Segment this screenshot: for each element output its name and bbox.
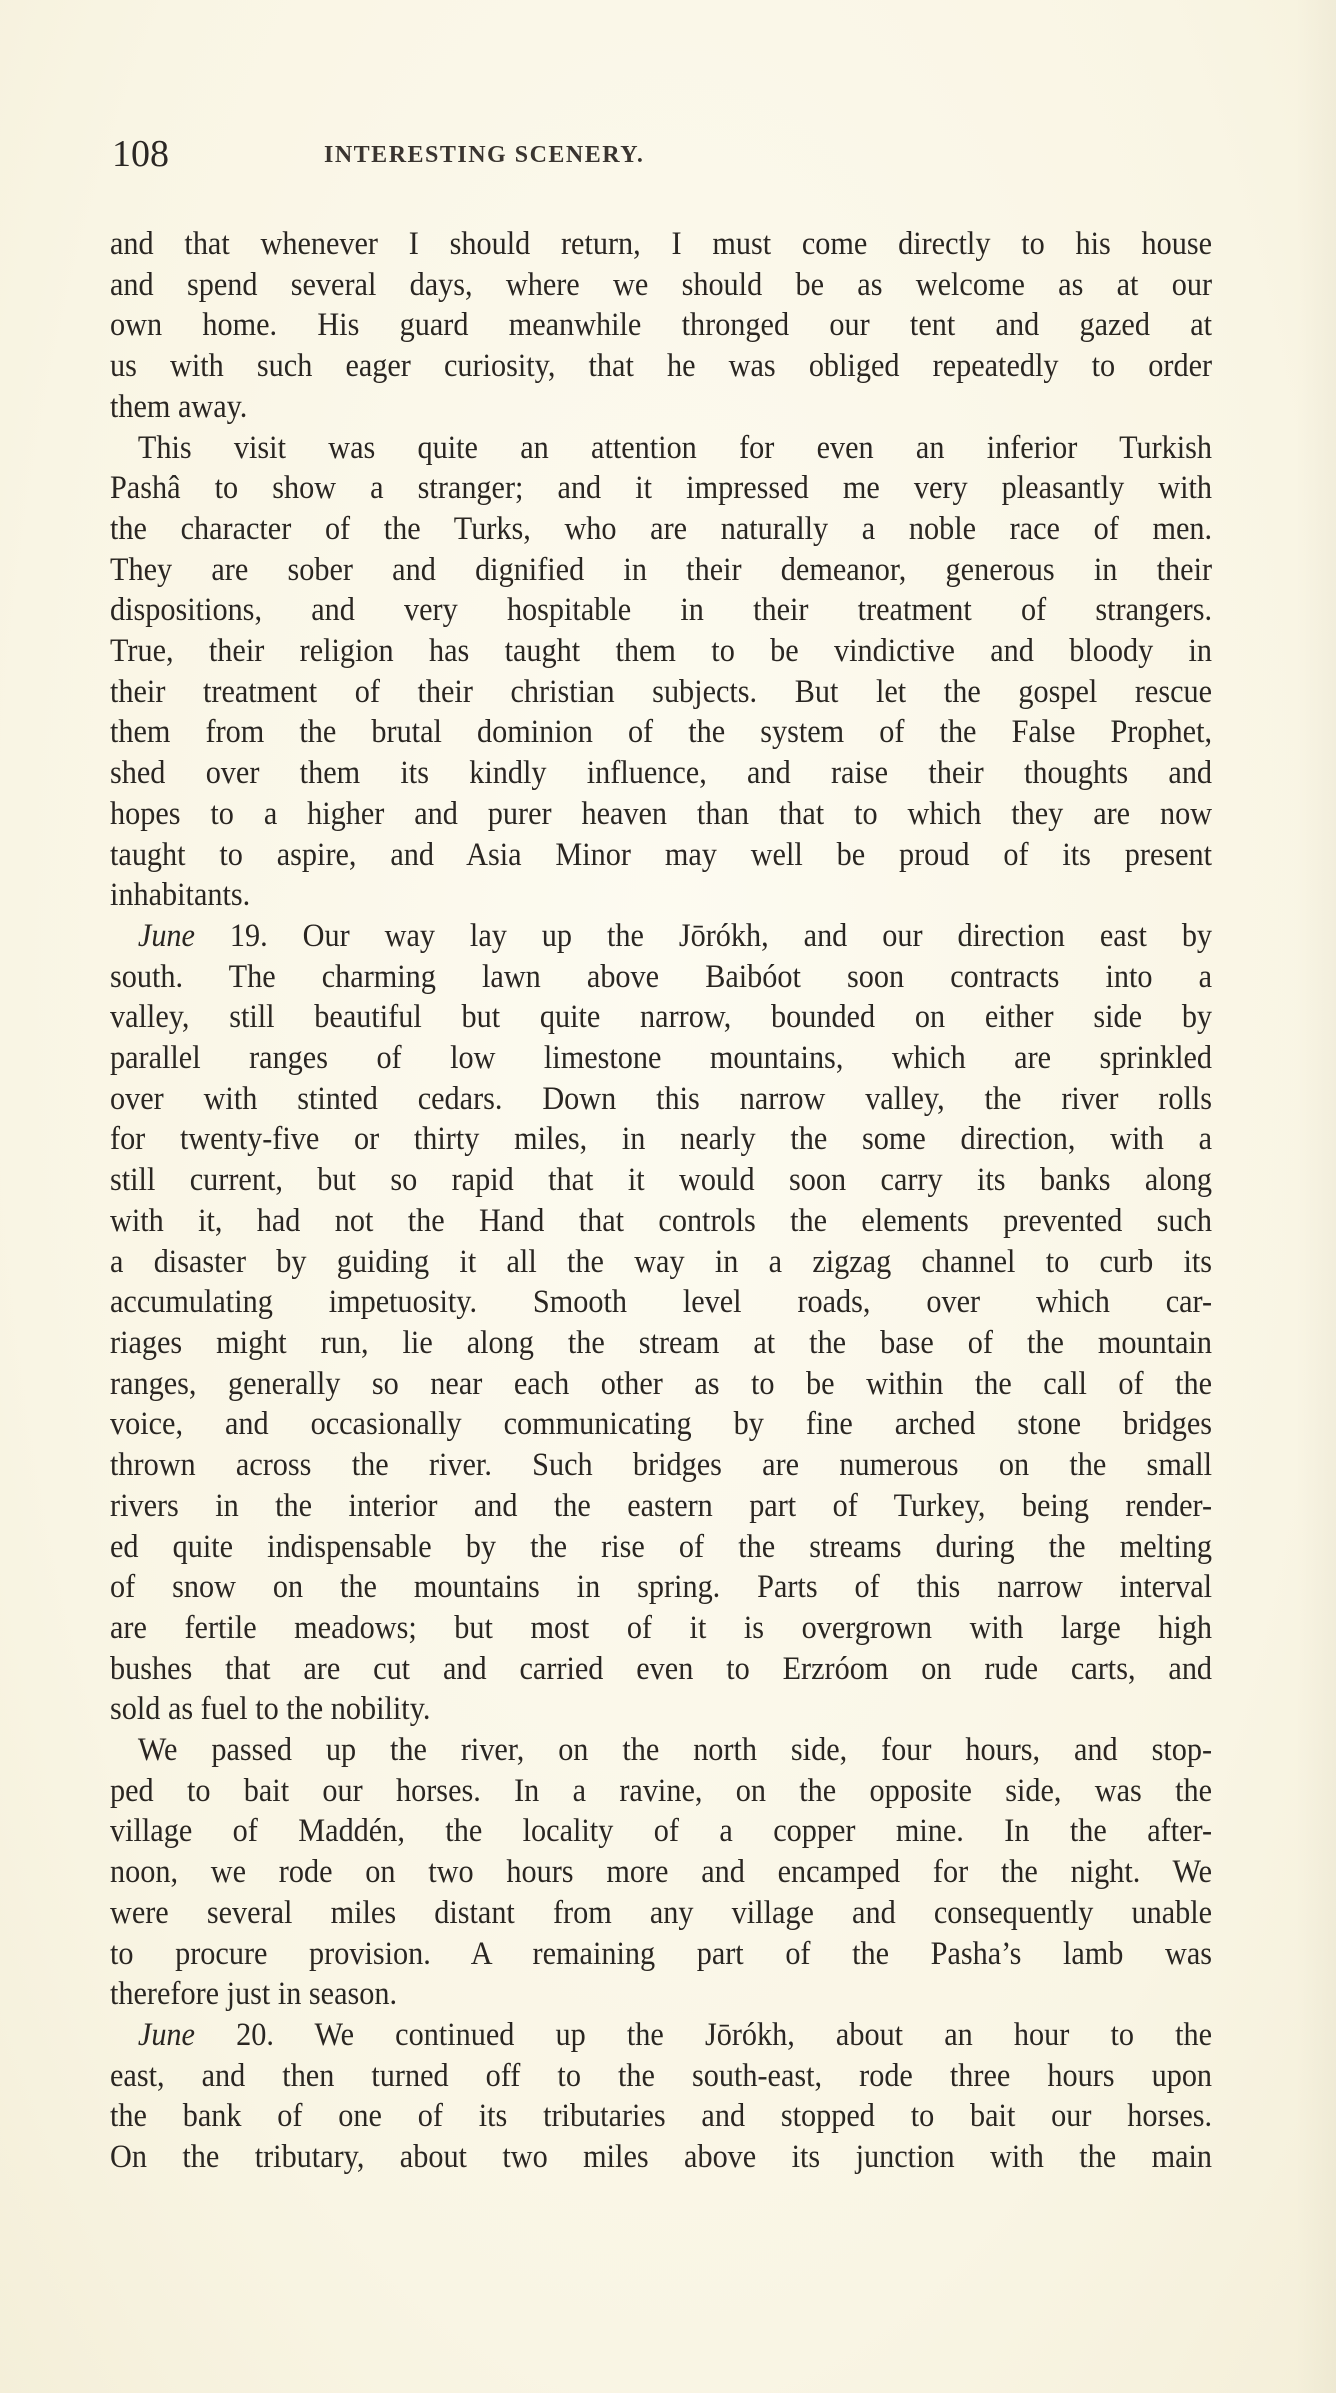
text-line: Pashâ to show a stranger; and it impressed me very pleasantly with [110,470,1213,507]
text-line: dispositions, and very hospitable in their treatment of strangers. [110,592,1213,629]
paragraph-start-line [110,916,1212,957]
page-edge-shadow [1296,0,1336,2393]
text-line: of snow on the mountains in spring. Parts of this narrow interval [110,1569,1213,1606]
text-line: us with such eager curiosity, that he was obliged repeatedly to order [110,348,1213,385]
text-line: accumulating impetuosity. Smooth level roads, over which car- [110,1284,1213,1321]
text-line: were several miles distant from any village and consequently unable [110,1894,1213,1931]
text-line: parallel ranges of low limestone mountains, which are sprinkled [110,1040,1213,1077]
text-line: east, and then turned off to the south-east, rode three hours upon [110,2057,1213,2094]
text-line: south. The charming lawn above Baibóot soon contracts into a [110,958,1213,995]
running-title: INTERESTING SCENERY. [324,142,645,168]
text-line: voice, and occasionally communicating by fine arched stone bridges [110,1406,1213,1443]
text-line: are fertile meadows; but most of it is overgrown with large high [110,1609,1213,1646]
text-line: therefore just in season. [110,1976,398,2013]
text-line: the character of the Turks, who are naturally a noble race of men. [110,510,1213,547]
text-line: True, their religion has taught them to be vindictive and bloody in [110,633,1213,670]
paragraph-start-line [110,2015,1212,2056]
text-line: them from the brutal dominion of the system of the False Prophet, [110,714,1213,751]
text-line: and that whenever I should return, I must come directly to his house [110,226,1213,262]
text-line: a disaster by guiding it all the way in a zigzag channel to curb its [110,1243,1213,1280]
body-text [110,224,1212,2178]
text-line: On the tributary, about two miles above its junction with the main [110,2139,1213,2176]
text-line: taught to aspire, and Asia Minor may well be proud of its present [110,836,1213,873]
text-line: ed quite indispensable by the rise of the streams during the melting [110,1528,1213,1565]
text-line: bushes that are cut and carried even to Erzróom on rude carts, and [110,1650,1213,1687]
text-line: They are sober and dignified in their demeanor, generous in their [110,551,1213,588]
text-line: with it, had not the Hand that controls the elements prevented such [110,1202,1213,1239]
text-line: for twenty-five or thirty miles, in nearly the some direction, with a [110,1121,1213,1158]
text-line: riages might run, lie along the stream at the base of the mountain [110,1324,1213,1361]
text-line: noon, we rode on two hours more and encamped for the night. We [110,1854,1213,1891]
text-line: their treatment of their christian subjects. But let the gospel rescue [110,673,1213,710]
text-line: still current, but so rapid that it would soon carry its banks along [110,1162,1213,1199]
text-line: them away. [110,388,248,425]
text-line: ranges, generally so near each other as to be within the call of the [110,1365,1213,1402]
text-line: and spend several days, where we should be as welcome as at our [110,266,1213,303]
text-line: village of Maddén, the locality of a copper mine. In the after- [110,1813,1213,1850]
text-line: rivers in the interior and the eastern part of Turkey, being render- [110,1487,1213,1524]
text-line: inhabitants. [110,877,251,914]
text-line: valley, still beautiful but quite narrow, bounded on either side by [110,999,1213,1036]
text-line: to procure provision. A remaining part of the Pasha’s lamb was [110,1935,1213,1972]
text-line: own home. His guard meanwhile thronged our tent and gazed at [110,307,1213,344]
date-line-text: 19. Our way lay up the Jōrókh, and our direction east by [194,917,1213,954]
date-label: June [137,917,195,954]
text-line: over with stinted cedars. Down this narrow valley, the river rolls [110,1080,1213,1117]
paragraph-start-line: We passed up the river, on the north side, four hours, and stop- [137,1732,1213,1769]
text-line: ped to bait our horses. In a ravine, on the opposite side, was the [110,1772,1213,1809]
text-line: shed over them its kindly influence, and raise their thoughts and [110,755,1213,792]
running-head [112,132,1212,182]
text-line: thrown across the river. Such bridges are numerous on the small [110,1447,1213,1484]
date-label: June [137,2016,195,2053]
text-line: sold as fuel to the nobility. [110,1691,431,1728]
text-line: hopes to a higher and purer heaven than that to which they are now [110,795,1213,832]
page-number: 108 [112,133,169,175]
paragraph-start-line: This visit was quite an attention for even an inferior Turkish [137,429,1213,466]
text-line: the bank of one of its tributaries and stopped to bait our horses. [110,2098,1213,2135]
date-line-text: 20. We continued up the Jōrókh, about an hour to the [194,2016,1213,2053]
